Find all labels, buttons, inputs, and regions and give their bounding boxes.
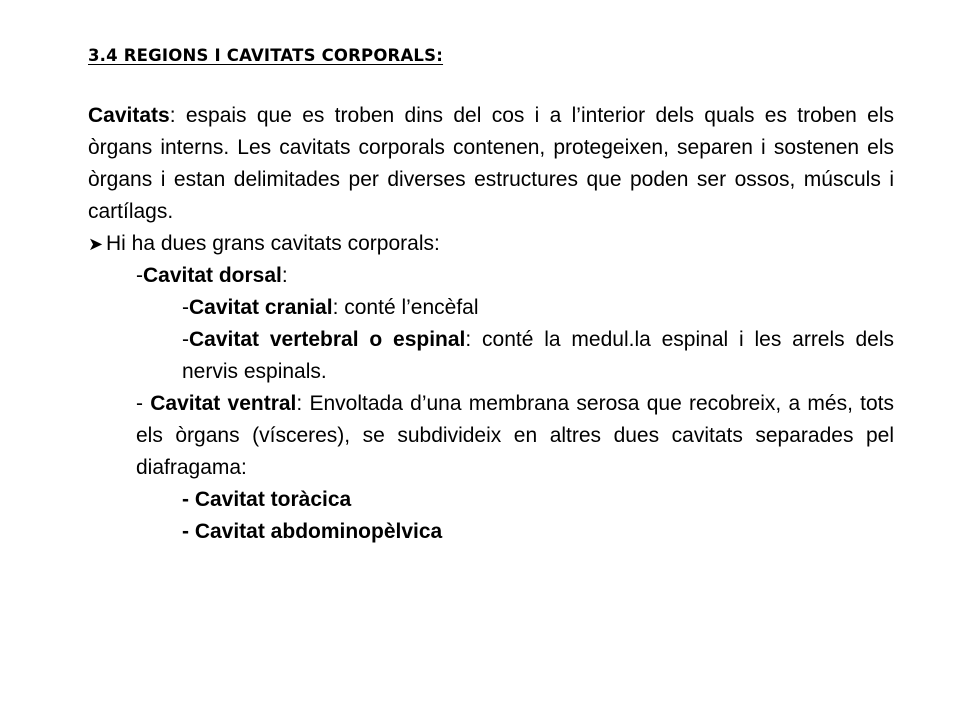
toracica-text: - Cavitat toràcica: [182, 488, 352, 511]
bullet-text: Hi ha dues grans cavitats corporals:: [106, 232, 440, 255]
dorsal-suffix: :: [281, 264, 288, 287]
page-title: 3.4 REGIONS I CAVITATS CORPORALS:: [88, 46, 444, 65]
vertebral-dash: -: [182, 328, 189, 351]
vertebral-text: : conté la medul.la espinal i les arrels dels nervis espinals.: [182, 328, 894, 383]
bullet-item: [88, 228, 894, 260]
abdomino-text: - Cavitat abdominopèlvica: [182, 520, 443, 543]
dorsal-term: Cavitat dorsal: [143, 264, 282, 287]
vertebral-term: Cavitat vertebral o espinal: [189, 328, 466, 351]
slide-content: [88, 100, 894, 548]
ventral-item: [88, 388, 894, 484]
dorsal-dash: -: [136, 264, 143, 287]
intro-text: : espais que es troben dins del cos i a l’interior dels quals es troben els òrgans interns. Les cavitats corporals contenen, protegeixen, separen i sostenen els òrgans i estan delimitades per diverses estructures que poden ser ossos, músculs i cartílags.: [88, 104, 894, 223]
cranial-dash: -: [182, 296, 189, 319]
abdomino-item: [88, 516, 894, 548]
cranial-item: [88, 292, 894, 324]
arrow-bullet-icon: ➤: [88, 234, 104, 254]
cranial-term: Cavitat cranial: [189, 296, 333, 319]
toracica-item: [88, 484, 894, 516]
cranial-text: : conté l’encèfal: [332, 296, 479, 319]
ventral-dash: -: [136, 392, 151, 415]
intro-paragraph: [88, 100, 894, 228]
vertebral-item: [88, 324, 894, 388]
ventral-text: : Envoltada d’una membrana serosa que recobreix, a més, tots els òrgans (vísceres), se subdivideix en altres dues cavitats separades pel diafragama:: [136, 392, 895, 479]
intro-term: Cavitats: [88, 104, 170, 127]
ventral-term: Cavitat ventral: [150, 392, 297, 415]
dorsal-item: [88, 260, 894, 292]
